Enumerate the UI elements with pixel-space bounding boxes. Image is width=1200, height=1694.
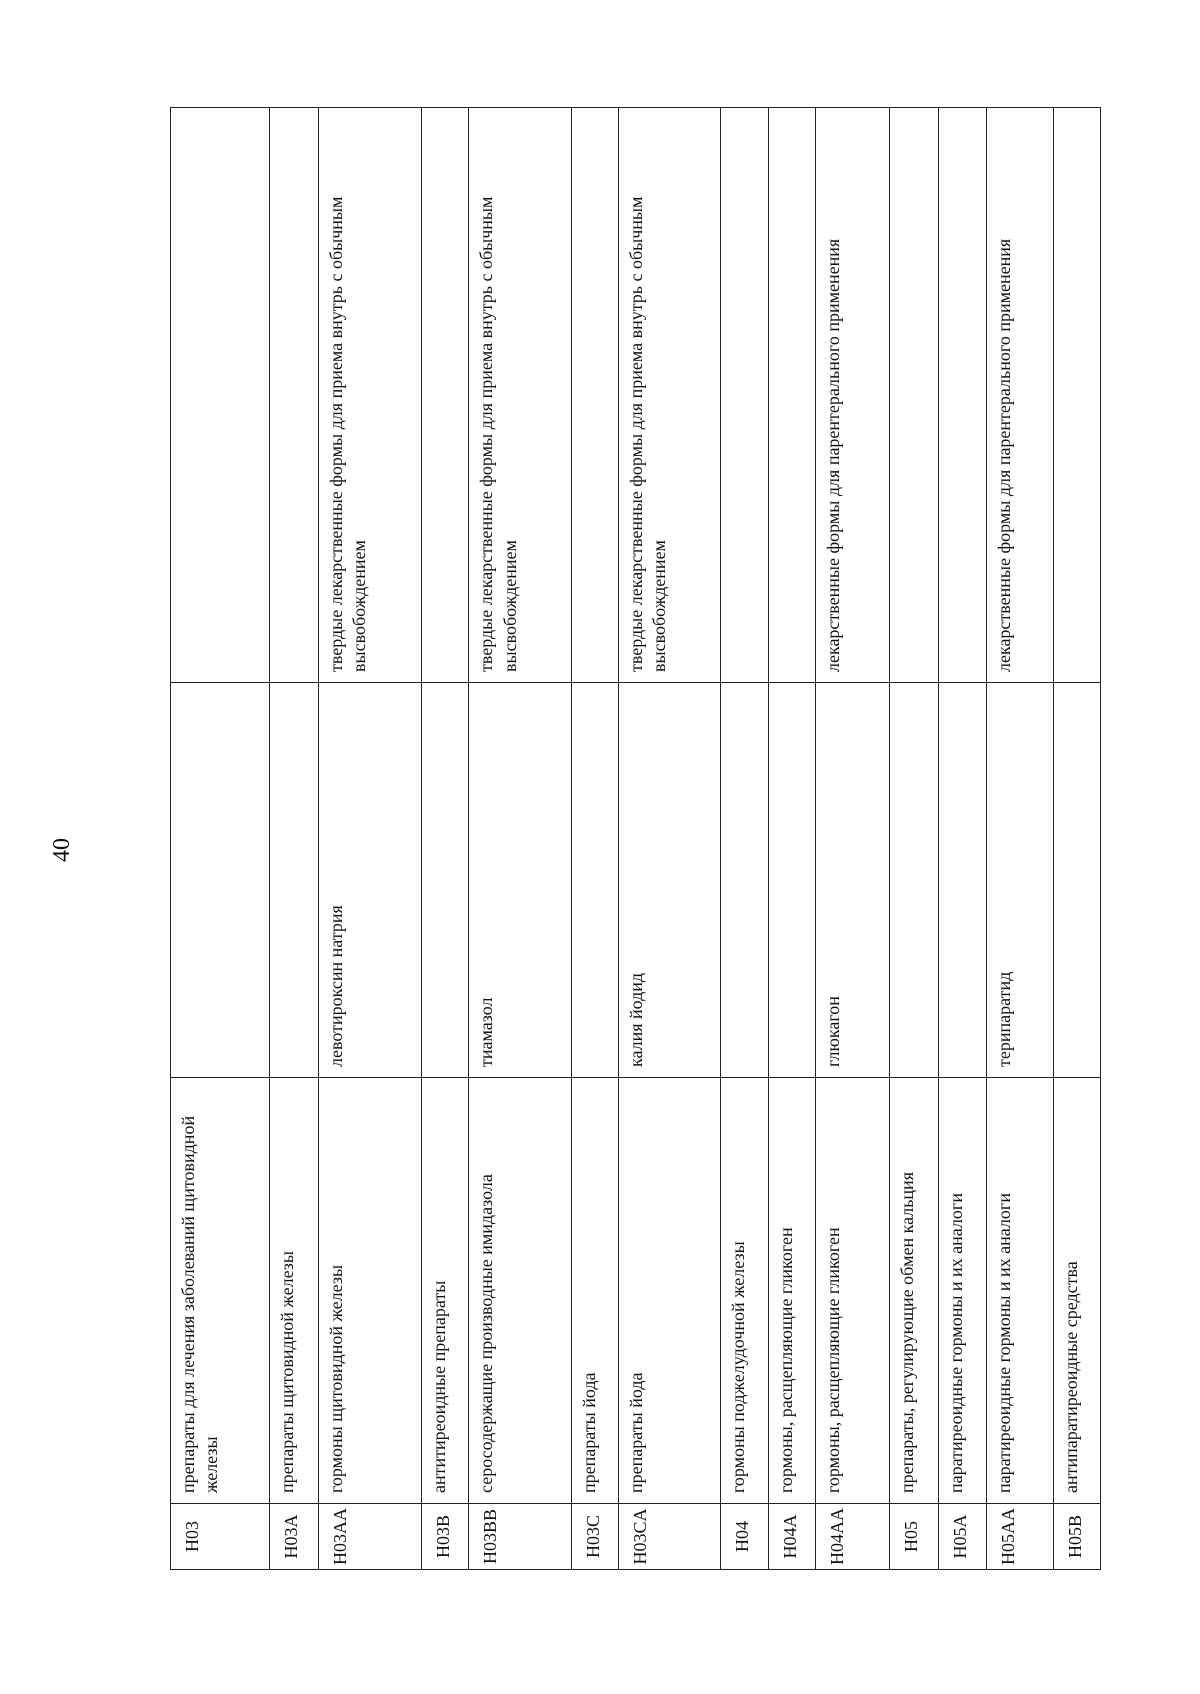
group-name-cell: препараты йода [618, 1078, 720, 1504]
code-cell: H03A [270, 1504, 319, 1570]
code-cell: H03CA [618, 1504, 720, 1570]
table-row [171, 108, 270, 1570]
drug-name-cell [171, 683, 270, 1078]
table-row [618, 108, 720, 1570]
code-cell: H03AA [318, 1504, 421, 1570]
code-cell: H05 [889, 1504, 938, 1570]
drug-name-cell [769, 683, 816, 1078]
dosage-form-cell [171, 108, 270, 683]
dosage-form-cell: лекарственные формы для парентерального применения [816, 108, 889, 683]
group-name-cell: паратиреоидные гормоны и их аналоги [986, 1078, 1053, 1504]
dosage-form-cell [769, 108, 816, 683]
table-row [1053, 108, 1100, 1570]
group-name-cell: препараты щитовидной железы [270, 1078, 319, 1504]
table-row [318, 108, 421, 1570]
table-row [938, 108, 986, 1570]
dosage-form-cell [422, 108, 469, 683]
code-cell: H04 [721, 1504, 769, 1570]
drug-name-cell: терипаратид [986, 683, 1053, 1078]
code-cell: H03 [171, 1504, 270, 1570]
dosage-form-cell [571, 108, 618, 683]
group-name-cell: гормоны щитовидной железы [318, 1078, 421, 1504]
drug-table-body [171, 108, 1101, 1570]
group-name-cell: гормоны, расщепляющие гликоген [816, 1078, 889, 1504]
page-number: 40 [49, 838, 75, 862]
dosage-form-cell: твердые лекарственные формы для приема внутрь с обычным высвобождением [318, 108, 421, 683]
group-name-cell: препараты для лечения заболеваний щитовидной железы [171, 1078, 270, 1504]
code-cell: H05AA [986, 1504, 1053, 1570]
rotated-table-frame [170, 108, 1101, 1570]
drug-name-cell [721, 683, 769, 1078]
drug-name-cell [1053, 683, 1100, 1078]
table-row [816, 108, 889, 1570]
table-row [721, 108, 769, 1570]
dosage-form-cell [1053, 108, 1100, 683]
table-row [986, 108, 1053, 1570]
drug-name-cell: тиамазол [469, 683, 571, 1078]
code-cell: H03C [571, 1504, 618, 1570]
table-row [270, 108, 319, 1570]
dosage-form-cell [270, 108, 319, 683]
drug-name-cell [422, 683, 469, 1078]
dosage-form-cell: лекарственные формы для парентерального применения [986, 108, 1053, 683]
group-name-cell: гормоны поджелудочной железы [721, 1078, 769, 1504]
dosage-form-cell: твердые лекарственные формы для приема внутрь с обычным высвобождением [469, 108, 571, 683]
group-name-cell: паратиреоидные гормоны и их аналоги [938, 1078, 986, 1504]
dosage-form-cell [721, 108, 769, 683]
code-cell: H03B [422, 1504, 469, 1570]
table-row [769, 108, 816, 1570]
table-row [422, 108, 469, 1570]
group-name-cell: антипаратиреоидные средства [1053, 1078, 1100, 1504]
dosage-form-cell: твердые лекарственные формы для приема внутрь с обычным высвобождением [618, 108, 720, 683]
group-name-cell: препараты, регулирующие обмен кальция [889, 1078, 938, 1504]
drug-name-cell [889, 683, 938, 1078]
drug-name-cell: левотироксин натрия [318, 683, 421, 1078]
drug-name-cell: глюкагон [816, 683, 889, 1078]
group-name-cell: препараты йода [571, 1078, 618, 1504]
code-cell: H04A [769, 1504, 816, 1570]
drug-name-cell [571, 683, 618, 1078]
code-cell: H05A [938, 1504, 986, 1570]
drug-table [170, 107, 1101, 1570]
drug-name-cell [270, 683, 319, 1078]
dosage-form-cell [938, 108, 986, 683]
dosage-form-cell [889, 108, 938, 683]
group-name-cell: антитиреоидные препараты [422, 1078, 469, 1504]
table-row [571, 108, 618, 1570]
group-name-cell: гормоны, расщепляющие гликоген [769, 1078, 816, 1504]
code-cell: H03BB [469, 1504, 571, 1570]
code-cell: H05B [1053, 1504, 1100, 1570]
drug-name-cell: калия йодид [618, 683, 720, 1078]
code-cell: H04AA [816, 1504, 889, 1570]
table-row [889, 108, 938, 1570]
table-row [469, 108, 571, 1570]
drug-name-cell [938, 683, 986, 1078]
group-name-cell: серосодержащие производные имидазола [469, 1078, 571, 1504]
